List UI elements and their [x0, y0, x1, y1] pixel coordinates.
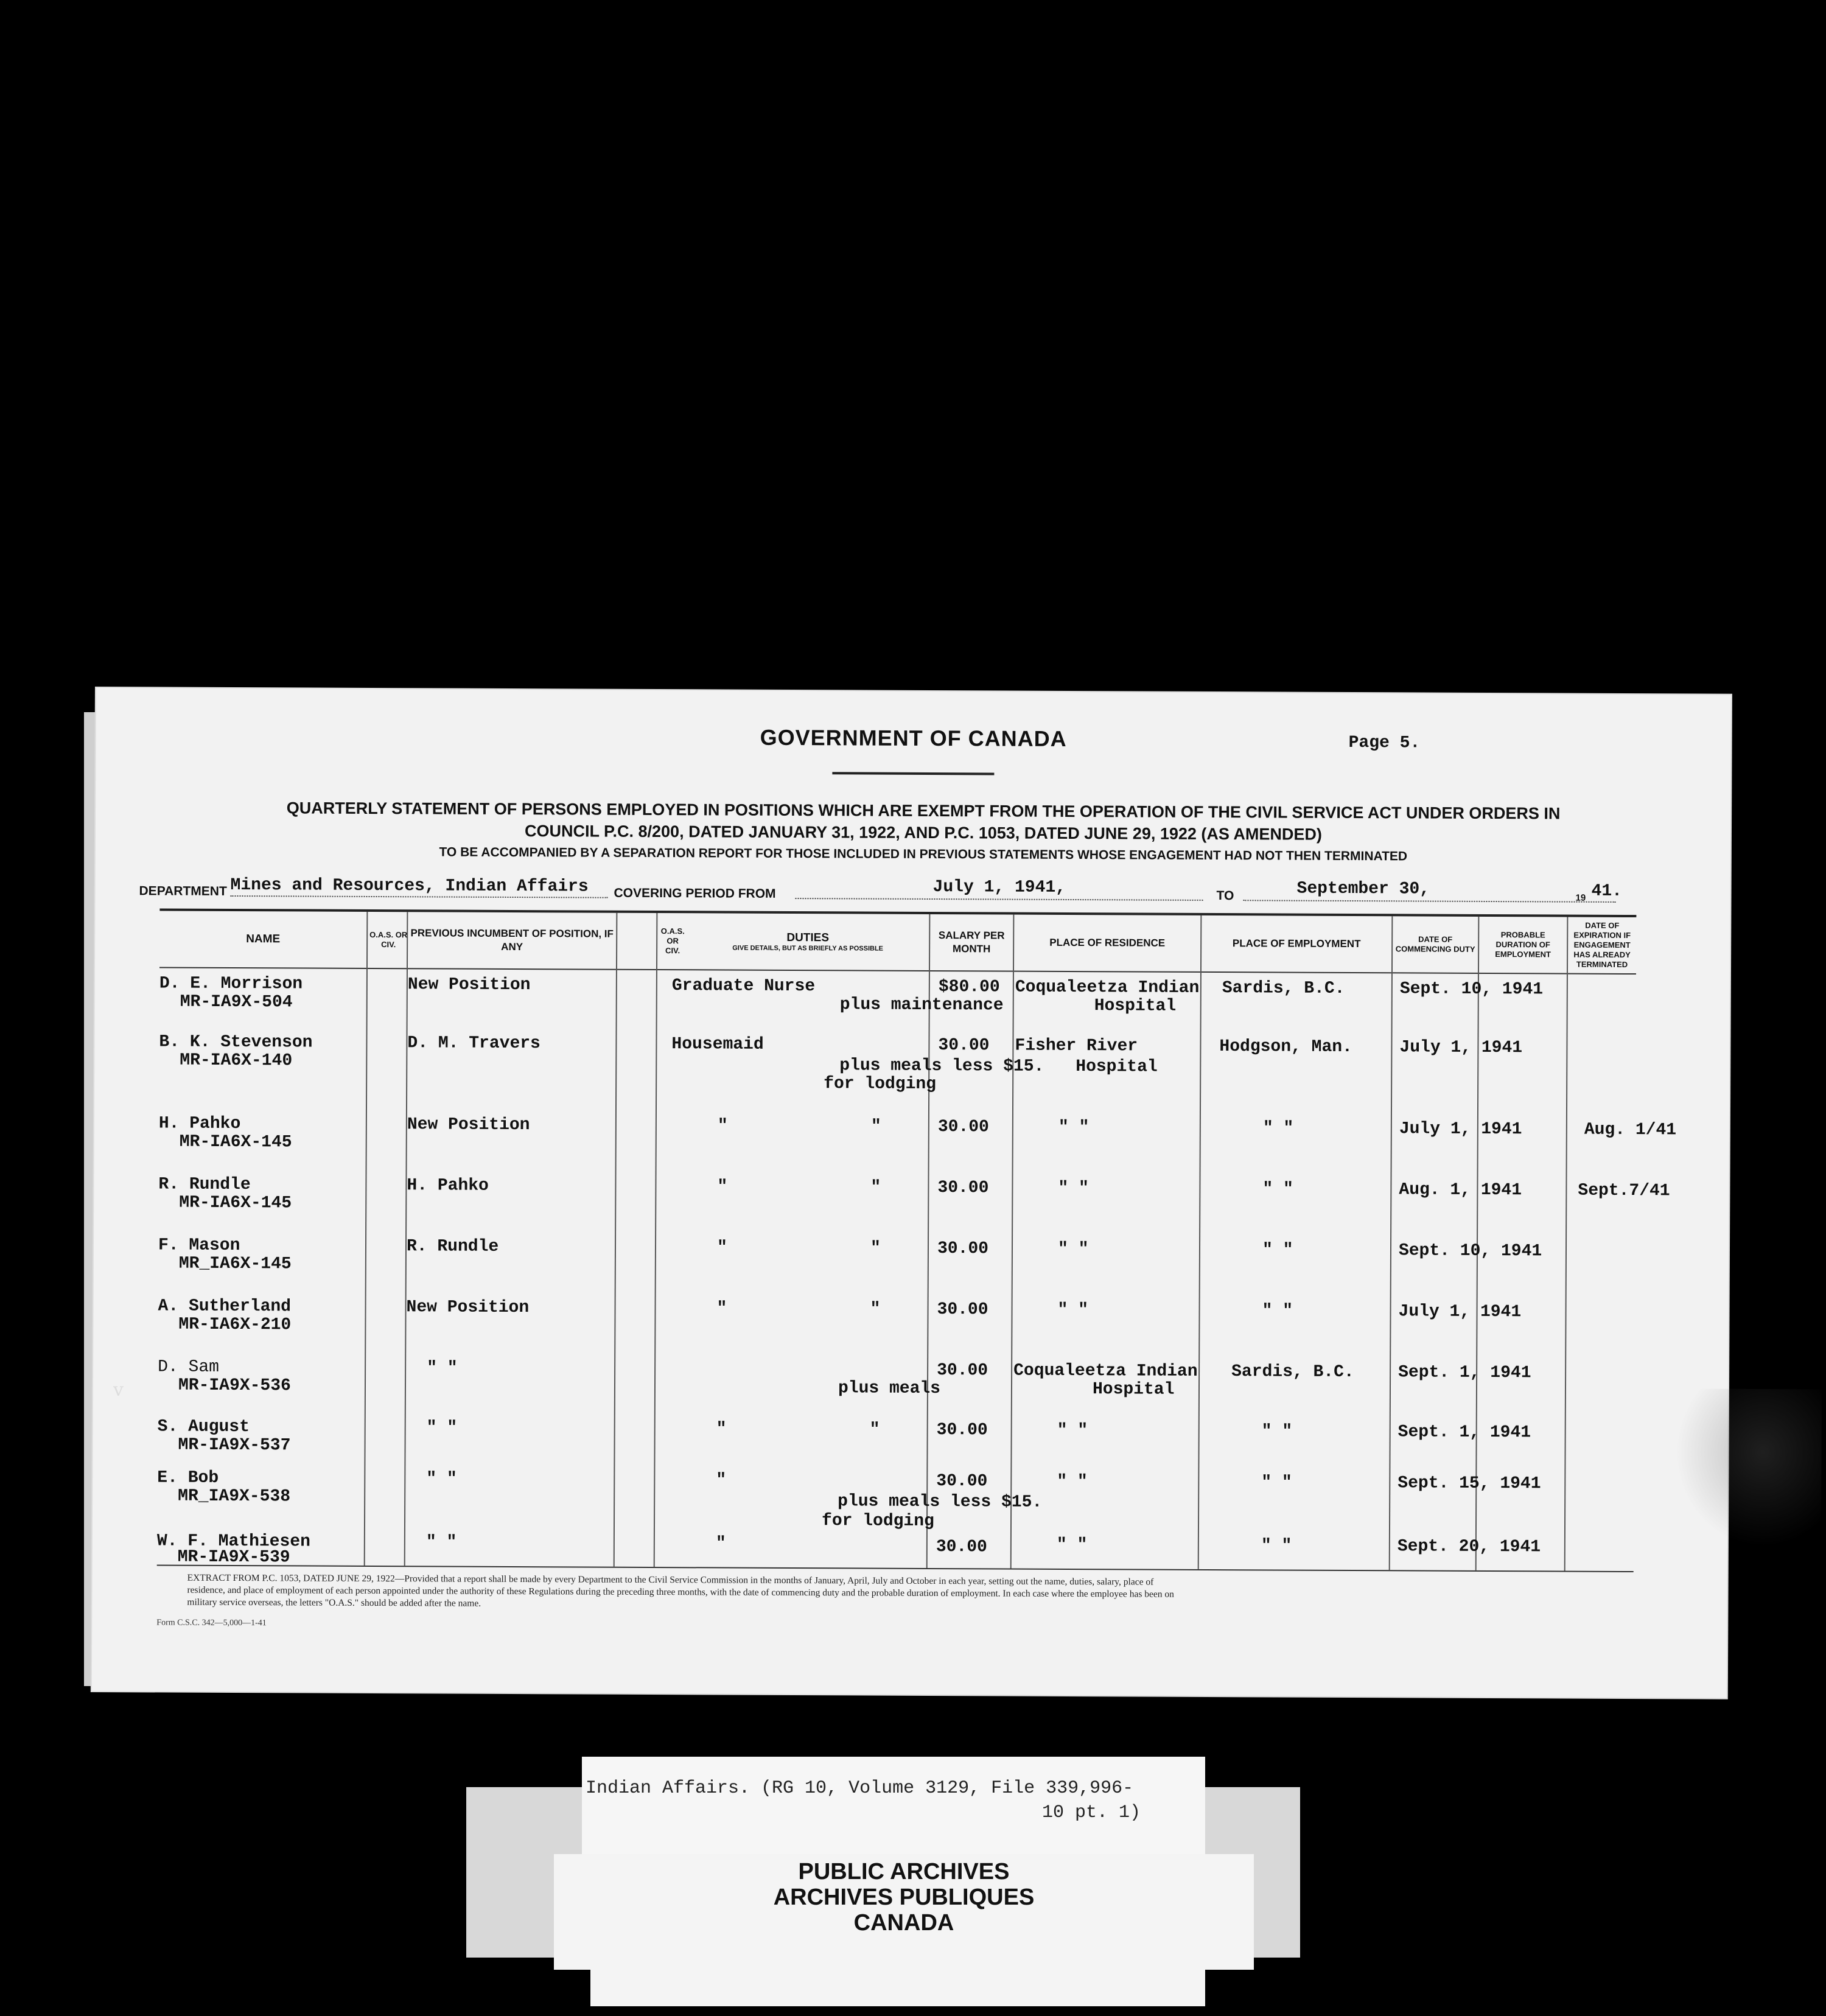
row-file-number: MR_IA6X-145 [178, 1254, 292, 1274]
column-header-commencing: DATE OF COMMENCING DUTY [1395, 934, 1475, 954]
row-salary: 30.00 [937, 1118, 989, 1137]
heading-rule [832, 772, 994, 775]
column-header-oas-2: O.A.S. OR CIV. [660, 926, 685, 956]
row-employment: " " [1262, 1180, 1293, 1199]
row-file-number: MR_IA9X-538 [178, 1486, 291, 1507]
year-prefix: 19 [1575, 892, 1586, 903]
row-residence: " " [1056, 1535, 1088, 1555]
row-employment: " " [1261, 1473, 1292, 1493]
row-commencing: Sept. 1, 1941 [1398, 1363, 1531, 1383]
government-heading: GOVERNMENT OF CANADA [760, 724, 1067, 751]
regulation-extract [187, 1572, 1733, 1615]
extract-line-3: military service overseas, the letters "O.A.S." should be added after the name. [187, 1597, 481, 1609]
period-from-underline [795, 898, 1203, 901]
column-divider [1010, 915, 1015, 1569]
row-residence-line-2: Hospital [1076, 1057, 1158, 1077]
column-divider [1198, 915, 1202, 1569]
row-duties-note: " [870, 1239, 881, 1258]
row-employment: " " [1262, 1241, 1293, 1260]
column-header-previous: PREVIOUS INCUMBENT OF POSITION, IF ANY [410, 927, 614, 953]
row-file-number: MR-IA6X-145 [179, 1193, 292, 1213]
row-duties-note: for lodging [821, 1511, 934, 1531]
statement-title [132, 796, 1715, 847]
row-name: F. Mason [158, 1236, 240, 1256]
row-residence: " " [1057, 1421, 1088, 1441]
document-sheet [92, 688, 1731, 1698]
row-residence: Coqualeetza Indian [1013, 1361, 1198, 1381]
row-duties-note: plus meals less $15. [839, 1056, 1044, 1076]
row-duties-note: " [869, 1420, 880, 1440]
row-salary: 30.00 [936, 1421, 988, 1440]
row-duties: " [715, 1534, 726, 1553]
corner-stain [1675, 1388, 1822, 1547]
row-residence: " " [1058, 1178, 1089, 1199]
row-commencing: Aug. 1, 1941 [1399, 1180, 1522, 1200]
column-header-oas: O.A.S. OR CIV. [369, 929, 408, 950]
row-commencing: July 1, 1941 [1399, 1119, 1522, 1139]
period-to-underline [1243, 900, 1615, 903]
row-name: A. Sutherland [158, 1297, 292, 1317]
row-name: H. Pahko [158, 1114, 241, 1134]
row-duties: " [717, 1116, 728, 1136]
row-previous: " " [426, 1469, 457, 1489]
archives-line-2: ARCHIVES PUBLIQUES [773, 1885, 1035, 1910]
table-bottom-rule [157, 1564, 1634, 1572]
row-duties: " [717, 1177, 728, 1197]
period-to-label: TO [1216, 889, 1234, 903]
citation-line-1: Indian Affairs. (RG 10, Volume 3129, File 339,996- [586, 1778, 1134, 1799]
row-residence: " " [1057, 1472, 1088, 1492]
row-previous: R. Rundle [406, 1237, 499, 1256]
row-previous: " " [426, 1418, 458, 1438]
margin-check-mark: v [113, 1379, 124, 1401]
column-divider [1389, 916, 1393, 1570]
department-label: DEPARTMENT [139, 884, 227, 898]
row-previous: New Position [407, 1115, 530, 1135]
column-header-expiration: DATE OF EXPIRATION IF ENGAGEMENT HAS ALREADY TERMINATED [1573, 920, 1631, 969]
row-residence: " " [1057, 1300, 1089, 1320]
column-divider [654, 913, 658, 1567]
separation-note: TO BE ACCOMPANIED BY A SEPARATION REPORT FOR THOSE INCLUDED IN PREVIOUS STATEMENTS WHOSE ENGAGEMENT HAD NOT THEN TERMINATED [439, 845, 1408, 864]
row-commencing: Sept. 1, 1941 [1397, 1423, 1531, 1443]
row-salary: 30.00 [936, 1538, 987, 1557]
row-salary: 30.00 [937, 1300, 988, 1320]
row-previous: New Position [406, 1298, 530, 1318]
row-file-number: MR-IA6X-140 [180, 1051, 293, 1071]
row-salary: 30.00 [937, 1361, 988, 1381]
row-file-number: MR-IA6X-145 [179, 1132, 292, 1152]
duties-subtitle: GIVE DETAILS, BUT AS BRIEFLY AS POSSIBLE [732, 944, 884, 953]
extract-line-2: residence, and place of employment of each person appointed under the authority of these Regulations during the preceding three months, with the date of commencing duty and the probable duration of employment. In each case where the employee has been on [187, 1584, 1174, 1600]
row-duties-note: " [870, 1178, 881, 1197]
row-residence: " " [1058, 1118, 1090, 1138]
row-name: S. August [157, 1417, 250, 1437]
row-file-number: MR-IA6X-210 [178, 1315, 292, 1335]
row-duties-note: plus maintenance [839, 995, 1004, 1015]
row-salary: 30.00 [938, 1036, 990, 1055]
row-employment: Hodgson, Man. [1219, 1037, 1352, 1057]
row-duties: " [716, 1419, 727, 1439]
column-header-employment: PLACE OF EMPLOYMENT [1232, 937, 1361, 950]
column-divider [1564, 917, 1569, 1571]
year-value: 41. [1591, 881, 1623, 901]
row-commencing: July 1, 1941 [1399, 1038, 1523, 1058]
row-employment: " " [1261, 1536, 1292, 1556]
row-name: R. Rundle [158, 1175, 251, 1195]
row-file-number: MR-IA9X-536 [178, 1376, 291, 1396]
period-to-value: September 30, [1296, 879, 1430, 899]
page-number: Page 5. [1348, 733, 1421, 753]
row-commencing: Sept. 15, 1941 [1397, 1474, 1541, 1494]
archives-line-1: PUBLIC ARCHIVES [798, 1859, 1010, 1885]
row-residence: " " [1057, 1239, 1089, 1259]
period-from-label: COVERING PERIOD FROM [614, 886, 776, 901]
row-duties: " [716, 1238, 727, 1258]
form-number: Form C.S.C. 342—5,000—1-41 [156, 1618, 267, 1628]
row-name: W. F. Mathiesen [156, 1531, 310, 1552]
row-duties-note: plus meals less $15. [838, 1492, 1043, 1512]
row-previous: H. Pahko [407, 1176, 489, 1195]
row-name: D. Sam [158, 1357, 220, 1377]
row-duties: Graduate Nurse [671, 976, 816, 996]
row-residence: Fisher River [1015, 1036, 1138, 1056]
row-duties-note-2: for lodging [824, 1074, 937, 1094]
row-name: B. K. Stevenson [159, 1032, 313, 1052]
row-residence: Coqualeetza Indian [1015, 978, 1200, 998]
archives-slip-bottom [590, 1970, 1205, 2006]
row-duties: Housemaid [671, 1035, 764, 1054]
column-header-duties [687, 913, 929, 970]
extract-line-1: EXTRACT FROM P.C. 1053, DATED JUNE 29, 1922—Provided that a report shall be made by every Department to the Civil Service Commission in the months of January, April, July and October in each year, setting out the name, duties, salary, place of [187, 1572, 1154, 1587]
duties-title: DUTIES [786, 931, 830, 945]
row-duties: " [716, 1471, 727, 1490]
row-employment: " " [1262, 1119, 1294, 1138]
column-header-duration: PROBABLE DURATION OF EMPLOYMENT [1495, 930, 1551, 959]
statement-line-2: COUNCIL P.C. 8/200, DATED JANUARY 31, 1922, AND P.C. 1053, DATED JUNE 29, 1922 (AS AMENDED) [524, 822, 1323, 844]
row-commencing: Sept. 10, 1941 [1399, 979, 1544, 999]
citation-text [586, 1776, 1141, 1825]
row-previous: " " [427, 1359, 458, 1378]
row-previous: New Position [407, 975, 531, 995]
row-previous: " " [425, 1533, 457, 1552]
department-value: Mines and Resources, Indian Affairs [230, 875, 589, 897]
column-header-name: NAME [246, 933, 281, 946]
row-previous: D. M. Travers [407, 1034, 540, 1054]
row-file-number: MR-IA9X-537 [178, 1435, 291, 1455]
row-commencing: Sept. 20, 1941 [1397, 1537, 1541, 1557]
row-name: D. E. Morrison [159, 974, 303, 994]
column-header-residence: PLACE OF RESIDENCE [1049, 936, 1166, 949]
row-expiration: Sept.7/41 [1578, 1181, 1670, 1201]
row-employment: " " [1262, 1301, 1293, 1321]
row-commencing: Sept. 10, 1941 [1398, 1241, 1542, 1261]
row-expiration: Aug. 1/41 [1584, 1120, 1677, 1140]
row-salary: 30.00 [937, 1239, 989, 1259]
column-divider [614, 913, 618, 1567]
row-file-number: MR-IA9X-539 [177, 1547, 290, 1567]
citation-line-2: 10 pt. 1) [1042, 1802, 1141, 1823]
row-duties-note: " [870, 1117, 881, 1136]
column-divider [364, 912, 368, 1566]
row-file-number: MR-IA9X-504 [180, 992, 293, 1012]
row-residence-line-2: Hospital [1094, 996, 1177, 1016]
row-name: E. Bob [157, 1468, 219, 1488]
row-duties: " [716, 1299, 727, 1318]
row-duties-note: plus meals [838, 1379, 941, 1399]
archives-line-3: CANADA [853, 1910, 954, 1936]
row-employment: Sardis, B.C. [1222, 979, 1345, 998]
row-duties-note: " [870, 1300, 881, 1319]
row-employment: " " [1261, 1422, 1293, 1441]
period-from-value: July 1, 1941, [932, 878, 1066, 897]
row-salary: 30.00 [937, 1178, 989, 1198]
column-header-salary: SALARY PER MONTH [938, 929, 1005, 955]
statement-line-1: QUARTERLY STATEMENT OF PERSONS EMPLOYED IN POSITIONS WHICH ARE EXEMPT FROM THE OPERATION OF THE CIVIL SERVICE ACT UNDER ORDERS IN [286, 799, 1561, 823]
row-commencing: July 1, 1941 [1398, 1302, 1522, 1322]
row-salary: $80.00 [938, 978, 1000, 997]
row-salary: 30.00 [936, 1472, 988, 1491]
row-employment: Sardis, B.C. [1231, 1362, 1354, 1382]
row-residence-line-2: Hospital [1092, 1380, 1175, 1399]
